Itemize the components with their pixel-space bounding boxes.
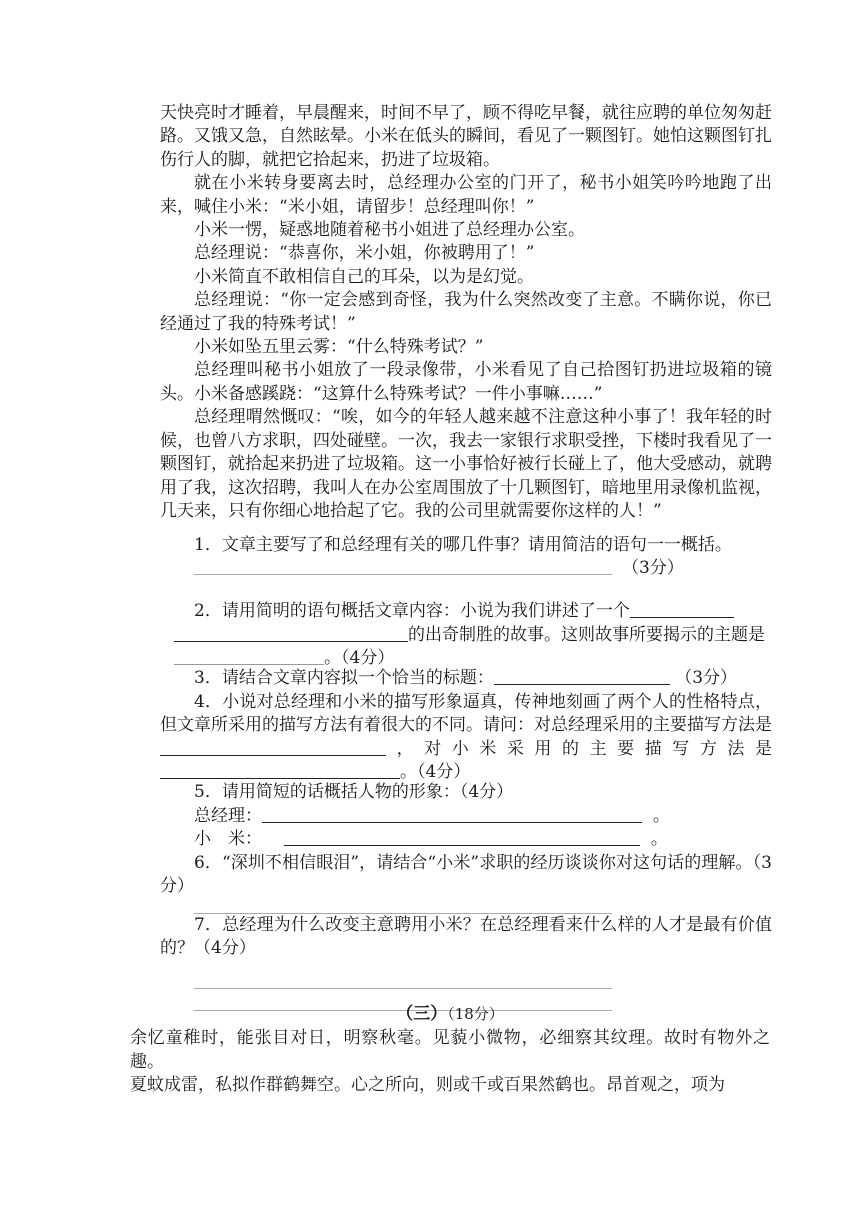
question-3-score: （3分） (675, 668, 738, 688)
section-3-score: （18分） (447, 1005, 504, 1023)
question-1-text: 1．文章主要写了和总经理有关的哪几件事？请用简洁的语句一一概括。 (194, 535, 732, 555)
question-5 (160, 781, 772, 852)
story-paragraph: 总经理叫秘书小姐放了一段录像带，小米看见了自己拾图钉扔进垃圾箱的镜头。小米备感蹊跷：“这算什么特殊考试？一件小事嘛……” (160, 360, 772, 404)
story-paragraph: 就在小米转身要离去时，总经理办公室的门开了，秘书小姐笑吟吟地跑了出来，喊住小米：“米小姐，请留步！总经理叫你！” (160, 173, 772, 217)
answer-blank[interactable] (494, 668, 670, 685)
section-3-paragraph: 余忆童稚时，能张目对日，明察秋毫。见藐小微物，必细察其纹理。故时有物外之趣。 (130, 1028, 770, 1072)
question-2 (160, 600, 772, 671)
question-7-text: 7．总经理为什么改变主意聘用小米？在总经理看来什么样的人才是最有价值的？（4分） (160, 915, 772, 959)
question-6-text: 6．“深圳不相信眼泪”，请结合“小米”求职的经历谈谈你对这句话的理解。（3分） (160, 853, 772, 897)
question-2-score: 。（4分） (324, 648, 395, 669)
question-3-text: 3．请结合文章内容拟一个恰当的标题： (194, 668, 494, 688)
question-7 (160, 914, 772, 1011)
story-paragraph: 总经理说：“你一定会感到奇怪，我为什么突然改变了主意。不瞒你说，你已经通过了我的特殊考试！” (160, 290, 772, 334)
story-paragraph: 天快亮时才睡着，早晨醒来，时间不早了，顾不得吃早餐，就往应聘的单位匆匆赶路。又饿又急，自然眩晕。小米在低头的瞬间，看见了一颗图钉。她怕这颗图钉扎伤行人的脚，就把它拾起来，扔进了垃圾箱。 (160, 103, 772, 170)
period: 。 (650, 829, 668, 850)
story-paragraph: 小米一愣，疑惑地随着秘书小姐进了总经理办公室。 (194, 220, 585, 241)
question-4-text: 4．小说对总经理和小米的描写形象逼真，传神地刻画了两个人的性格特点，但文章所采用的描写方法有着很大的不同。请问：对总经理采用的主要描写方法是 (160, 692, 772, 736)
label-xiaomi: 小 米： (194, 829, 262, 850)
label-manager: 总经理： (194, 805, 262, 826)
story-paragraph: 小米如坠五里云雾：“什么特殊考试？” (194, 337, 484, 358)
answer-blank[interactable] (160, 762, 400, 779)
story-passage (160, 102, 772, 523)
period: 。 (652, 805, 670, 826)
answer-blank[interactable] (630, 601, 734, 618)
question-2-text-cont: 的出奇制胜的故事。这则故事所要揭示的主题是 (408, 624, 765, 645)
question-4-text-cont: ，对小米采用的主要描写方法是 (386, 738, 772, 759)
section-3-paragraph: 夏蚊成雷，私拟作群鹤舞空。心之所向，则或千或百果然鹤也。昂首观之，项为 (130, 1075, 725, 1096)
section-3-header (130, 1002, 770, 1026)
question-1 (160, 534, 772, 582)
answer-blank[interactable] (174, 625, 408, 642)
section-3-passage (130, 1027, 770, 1098)
question-1-score: （3分） (622, 557, 684, 578)
answer-line[interactable] (194, 574, 612, 575)
answer-blank[interactable] (284, 829, 640, 846)
answer-blank[interactable] (174, 648, 324, 665)
story-paragraph: 总经理喟然慨叹：“唉，如今的年轻人越来越不注意这种小事了！我年轻的时候，也曾八方求职，四处碰壁。一次，我去一家银行求职受挫，下楼时我看见了一颗图钉，就拾起来扔进了垃圾箱。这一小事恰好被行长碰上了，他大受感动，就聘用了我，这次招聘，我叫人在办公室周围放了十几颗图钉，暗地里用录像机监视，几天来，只有你细心地拾起了它。我的公司里就需要你这样的人！” (160, 407, 772, 521)
answer-blank[interactable] (262, 806, 642, 823)
question-6 (160, 852, 772, 914)
question-2-text: 2．请用简明的语句概括文章内容：小说为我们讲述了一个 (194, 601, 630, 621)
section-3-title: （三） (396, 1004, 448, 1024)
question-3 (160, 667, 772, 691)
question-4-score: 。（4分） (400, 762, 471, 783)
question-4 (160, 691, 772, 785)
story-paragraph: 总经理说：“恭喜你，米小姐，你被聘用了！” (194, 243, 535, 264)
story-paragraph: 小米简直不敢相信自己的耳朵，以为是幻觉。 (194, 266, 534, 287)
question-5-text: 5．请用简短的话概括人物的形象：（4分） (194, 782, 514, 802)
answer-blank[interactable] (160, 739, 386, 756)
